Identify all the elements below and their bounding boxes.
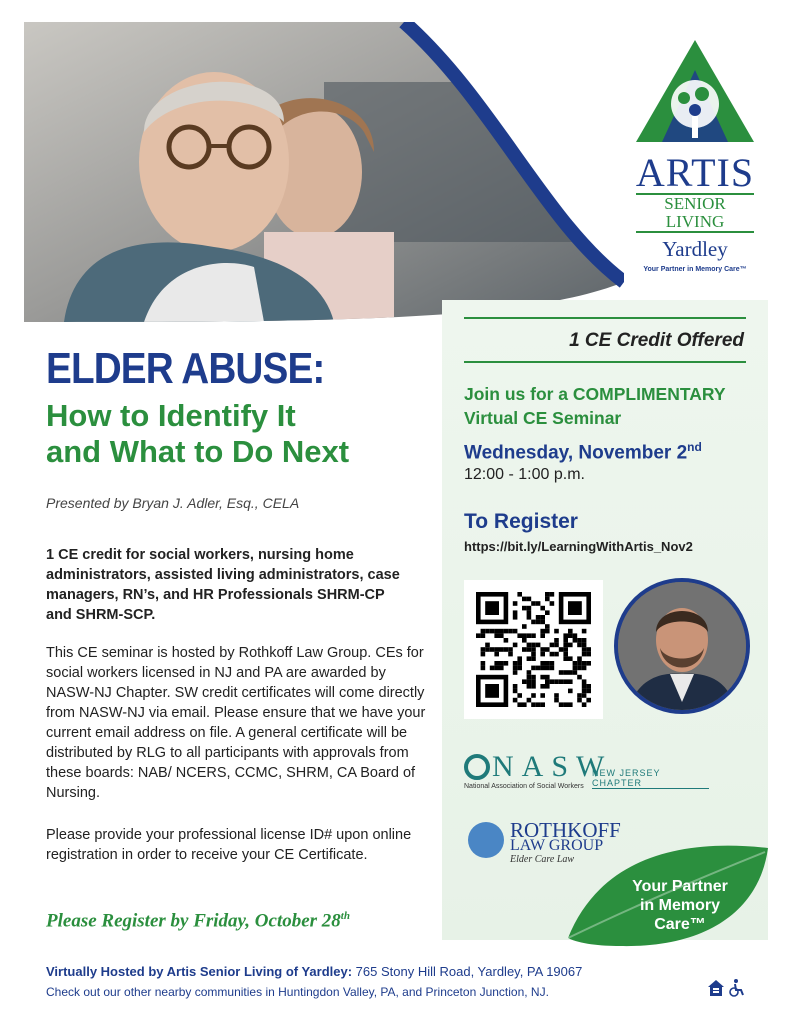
join-invite bbox=[464, 382, 764, 430]
headline-subtitle bbox=[46, 398, 426, 470]
rothkoff-name: ROTHKOFF bbox=[510, 818, 621, 842]
register-deadline-text: Please Register by Friday, October 28 bbox=[46, 910, 341, 932]
leaf-badge-text bbox=[610, 877, 750, 934]
footer-address: 765 Stony Hill Road, Yardley, PA 19067 bbox=[352, 964, 583, 979]
nasw-logo-icon bbox=[464, 752, 709, 797]
leaf-line3: Care™ bbox=[654, 916, 706, 933]
nasw-mark bbox=[464, 754, 490, 780]
seminar-date bbox=[464, 440, 702, 464]
rothkoff-mark bbox=[468, 822, 504, 858]
rothkoff-subtitle: Elder Care Law bbox=[510, 854, 575, 865]
credits-text: 1 CE credit for social workers, nursing home administrators, assisted living administrators, case managers, RN’s, and HR Professionals SHRM-CP and SHRM-SCP. bbox=[46, 547, 400, 623]
headline-subtitle-line2: and What to Do Next bbox=[46, 434, 350, 469]
logo-artis-text: ARTIS bbox=[635, 150, 755, 195]
register-link[interactable]: https://bit.ly/LearningWithArtis_Nov2 bbox=[464, 539, 693, 554]
seminar-date-suffix: nd bbox=[687, 440, 702, 454]
logo-senior-living: SENIOR LIVING bbox=[636, 193, 754, 233]
register-deadline bbox=[46, 910, 350, 932]
qr-code-graphic bbox=[464, 580, 603, 719]
ce-credit-text: 1 CE Credit Offered bbox=[569, 330, 744, 351]
seminar-time: 12:00 - 1:00 p.m. bbox=[464, 466, 585, 483]
nasw-wordmark: NASW bbox=[492, 750, 613, 783]
seminar-date-text: Wednesday, November 2 bbox=[464, 442, 688, 464]
nasw-full-name: National Association of Social Workers bbox=[464, 783, 584, 790]
footer-hosted-label: Virtually Hosted by Artis Senior Living of Yardley: bbox=[46, 964, 353, 979]
logo-location: Yardley bbox=[662, 237, 728, 261]
accessibility-icon bbox=[730, 979, 743, 996]
equal-housing-icon bbox=[706, 978, 746, 998]
register-deadline-suffix: th bbox=[340, 910, 350, 922]
footer-communities: Check out our other nearby communities in Huntingdon Valley, PA, and Princeton Junction, NJ. bbox=[46, 985, 549, 999]
join-line1: Join us for a COMPLIMENTARY bbox=[464, 384, 726, 404]
presenter-text: Presented by Bryan J. Adler, Esq., CELA bbox=[46, 495, 300, 511]
ce-credit-banner bbox=[464, 317, 746, 363]
to-register-heading: To Register bbox=[464, 510, 578, 533]
leaf-line2b: Memory bbox=[658, 897, 721, 914]
footer-hosted bbox=[46, 964, 582, 979]
nasw-chapter: NEW JERSEY CHAPTER bbox=[592, 768, 709, 789]
presenter-portrait bbox=[614, 578, 750, 714]
hero-photo bbox=[24, 22, 624, 322]
seminar-details-paragraph: This CE seminar is hosted by Rothkoff Law Group. CEs for social workers licensed in NJ and PA are awarded by NASW-NJ Chapter. SW credit certificates will come directly from NASW-NJ via email. Please ensure that we have your current email address on file. A general certificate will be distributed by RLG to all participants with approvals from these boards: NAB/ NCERS, CCMC, SHRM, CA Board of Nursing. bbox=[46, 645, 426, 801]
logo-tagline: Your Partner in Memory Care™ bbox=[643, 266, 747, 273]
artis-logo bbox=[632, 36, 758, 273]
qr-code-icon[interactable] bbox=[464, 580, 603, 719]
rothkoff-group: LAW GROUP bbox=[510, 837, 604, 854]
headline-title: ELDER ABUSE: bbox=[46, 344, 325, 393]
leaf-line2a: in bbox=[639, 897, 659, 914]
headline-subtitle-line1: How to Identify It bbox=[46, 398, 296, 433]
tree-logo-icon bbox=[632, 36, 758, 144]
license-id-paragraph: Please provide your professional license ID# upon online registration in order to receive your CE Certificate. bbox=[46, 827, 412, 863]
leaf-line1: Your Partner bbox=[632, 878, 728, 895]
join-line2: Virtual CE Seminar bbox=[464, 408, 622, 428]
